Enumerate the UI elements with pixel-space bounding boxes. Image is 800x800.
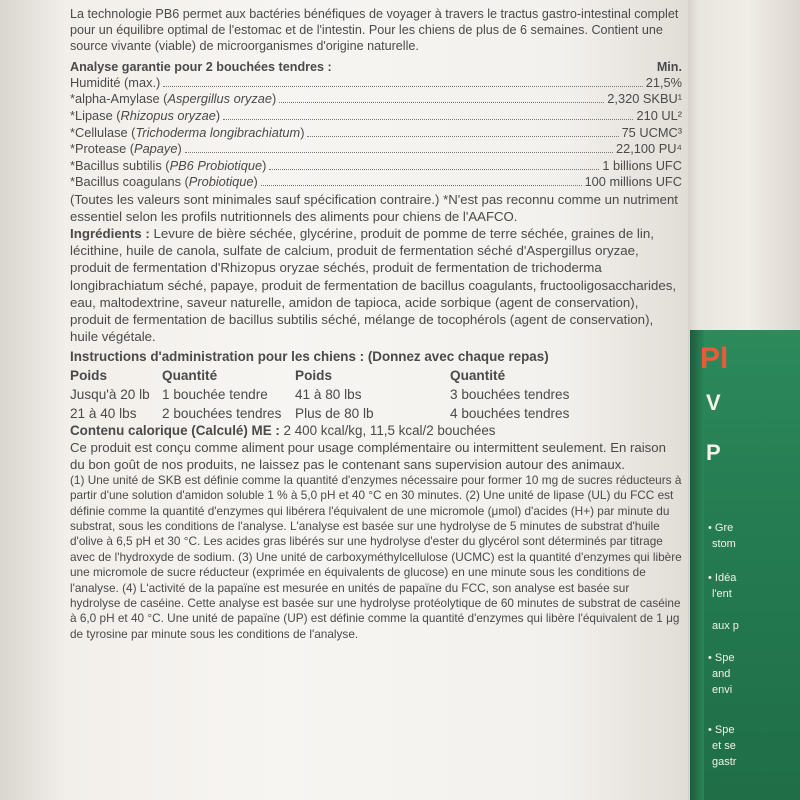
calorie-label: Contenu calorique (Calculé) ME : — [70, 422, 280, 438]
instructions-title: Instructions d'administration pour les chiens : (Donnez avec chaque repas) — [70, 349, 549, 365]
calorie-content — [70, 423, 682, 439]
analysis-row-label-close: ) — [262, 157, 267, 173]
analysis-row-value: 22,100 PU⁴ — [616, 141, 682, 157]
leader-dots — [163, 86, 642, 87]
panel-edge-stripe — [690, 330, 704, 800]
panel-fragment: V — [706, 390, 721, 415]
analysis-row-label-close: ) — [300, 124, 305, 140]
analysis-row — [70, 108, 682, 125]
label-text-column — [70, 6, 682, 642]
dosage-header-weight: Poids — [70, 367, 108, 383]
analysis-row-label — [70, 91, 276, 108]
panel-fragment: and — [712, 668, 731, 680]
panel-fragment: l'ent — [712, 588, 732, 600]
analysis-row-label-text: *Protease ( — [70, 141, 135, 157]
analysis-min-label: Min. — [656, 59, 682, 74]
analysis-row — [70, 174, 682, 191]
usage-statement: Ce produit est conçu comme aliment pour usage complémentaire ou intermittent seulement. En raison du bon goût de nos produits, ne laissez pas le contenant sans supervision autour des animaux. — [70, 439, 666, 472]
panel-fragment: • Idéa — [708, 572, 737, 584]
analysis-row-label — [70, 158, 266, 175]
analysis-row-label — [70, 125, 304, 142]
panel-fragment: • Spe — [708, 652, 735, 664]
leader-dots — [279, 102, 604, 103]
dosage-header-quantity: Quantité — [450, 367, 506, 383]
analysis-row-label-italic: Aspergillus oryzae — [167, 91, 273, 107]
ingredients-paragraph — [70, 225, 682, 345]
footnotes: (1) Une unité de SKB est définie comme la quantité d'enzymes nécessaire pour former 10 mg de sucres réducteurs à partir d'une solution d'amidon soluble 1 % à 5,0 pH et 40 °C en 30 minutes. (2) Une unité de lipase (UL) du FCC est définie comme la quantité d'enzymes qui libérera l'équivalent de une micromole (μmol) d'acides (H+) par minute du substrat, sous les conditions de l'analyse. L'analyse est basée sur une hydrolyse de 5 minutes de substrat d'huile d'olive à 6,5 pH et 30 °C. Les acides gras libérés sur une hydrolyse d'ester du glycérol sont déterminés par titrage avec de l'hydroxyde de sodium. (3) Une unité de carboxyméthylcellulose (UCMC) est la quantité d'enzymes qui libère une micromole de sucre réducteur (exprimée en équivalents de glucose) en une minute sous les conditions de l'analyse. (4) L'activité de la papaïne est mesurée en unités de papaïne du FCC, son analyse est basée sur hydrolyse de caséine. Cette analyse est basée sur une hydrolyse protéolytique de 60 minutes de substrat de caséine à 6,0 pH et 40 °C. Une unité de papaïne (UP) est définie comme la quantité d'enzymes qui libère l'équivalent de 1 μg de tyrosine par minute sous les conditions de l'analyse. — [70, 472, 682, 641]
analysis-row-label — [70, 75, 160, 92]
leader-dots — [269, 169, 599, 170]
calorie-value: 2 400 kcal/kg, 11,5 kcal/2 bouchées — [283, 422, 496, 438]
analysis-row-label-text: *Cellulase ( — [70, 124, 136, 140]
dosage-header-quantity: Quantité — [162, 367, 218, 383]
dosage-weight: 41 à 80 lbs — [295, 386, 362, 402]
analysis-row-label-text: Humidité (max.) — [70, 74, 161, 90]
analysis-row-value: 21,5% — [645, 74, 682, 90]
analysis-row-value: 75 UCMC³ — [621, 124, 682, 140]
panel-fragment: • Spe — [708, 724, 735, 736]
leader-dots — [185, 152, 613, 153]
dosage-weight: Plus de 80 lb — [295, 405, 374, 421]
ingredients-text: Levure de bière séchée, glycérine, produit de pomme de terre séchée, graines de lin, lécithine, huile de canola, sulfate de calcium, produit de fermentation séché d'Aspergillus oryzae, produit de fermentation d'Rhizopus oryzae séchés, produit de fermentation de trichoderma longibrachiatum séché, papaye, produit de fermentation de bacillus coagulants, fructooligosaccharides, eau, maltodextrine, saveur naturelle, amidon de tapioca, acide sorbique (agent de conservation), produit de fermentation de bacillus subtilis séché, mélange de tocophérols (agent de conservation), huile végétale. — [70, 225, 677, 345]
analysis-row-label — [70, 141, 182, 158]
dosage-quantity: 4 bouchées tendres — [450, 405, 570, 421]
analysis-row-label-close: ) — [177, 141, 182, 157]
analysis-row-value: 2,320 SKBU¹ — [607, 91, 682, 107]
ingredients-label: Ingrédients : — [70, 225, 150, 241]
feeding-instructions — [70, 349, 682, 422]
analysis-note: (Toutes les valeurs sont minimales sauf spécification contraire.) *N'est pas reconnu comme un nutriment essentiel selon les profils nutritionnels des aliments pour chiens de l'AAFCO. — [70, 191, 678, 224]
dosage-quantity: 3 bouchées tendres — [450, 386, 570, 402]
dosage-weight: 21 à 40 lbs — [70, 405, 137, 421]
dosage-header-weight: Poids — [295, 367, 333, 383]
analysis-row-value: 1 billions UFC — [602, 157, 682, 173]
panel-fragment: envi — [712, 684, 733, 696]
analysis-row-label-italic: Rhizopus oryzae — [120, 108, 216, 123]
analysis-row-label-italic: Probiotique — [188, 174, 254, 190]
panel-fragment: et se — [712, 740, 736, 752]
analysis-row-value: 100 millions UFC — [584, 174, 682, 190]
analysis-row-label-text: *Lipase ( — [70, 108, 121, 123]
dosage-quantity: 1 bouchée tendre — [162, 386, 268, 402]
analysis-row-value: 210 UL² — [636, 108, 682, 123]
analysis-row-label-close: ) — [253, 174, 258, 190]
panel-fragment: stom — [712, 538, 736, 550]
analysis-row-label-italic: Papaye — [134, 141, 178, 157]
analysis-row — [70, 158, 682, 175]
analysis-row — [70, 141, 682, 158]
dosage-quantity: 2 bouchées tendres — [162, 405, 282, 421]
analysis-row-label-text: *Bacillus coagulans ( — [70, 174, 189, 190]
guaranteed-analysis — [70, 59, 682, 225]
analysis-row-label-text: *alpha-Amylase ( — [70, 91, 168, 107]
side-green-panel — [690, 330, 800, 800]
panel-fragment: gastr — [712, 756, 737, 768]
analysis-row-label-italic: Trichoderma longibrachiatum — [135, 124, 301, 140]
intro-paragraph: La technologie PB6 permet aux bactéries bénéfiques de voyager à travers le tractus gastro-intestinal complet pour un équilibre optimal de l'estomac et de l'intestin. Pour les chiens de plus de 6 semaines. Contient une source vivante (viable) de microorganismes d'origine naturelle. — [70, 7, 679, 54]
panel-fragment: aux p — [712, 620, 739, 632]
analysis-row-label-italic: PB6 Probiotique — [169, 157, 263, 173]
analysis-row-label-close: ) — [272, 91, 277, 107]
leader-dots — [223, 119, 633, 120]
analysis-title: Analyse garantie pour 2 bouchées tendres : — [70, 59, 332, 74]
panel-title-fragment: Pl — [700, 342, 729, 375]
analysis-row — [70, 125, 682, 142]
dosage-weight: Jusqu'à 20 lb — [70, 386, 150, 402]
analysis-row-label-text: *Bacillus subtilis ( — [70, 157, 170, 173]
panel-fragment: P — [706, 440, 721, 465]
analysis-row — [70, 91, 682, 108]
leader-dots — [261, 185, 582, 186]
analysis-header — [70, 59, 682, 75]
analysis-row — [70, 75, 682, 92]
leader-dots — [307, 136, 618, 137]
panel-fragment: • Gre — [708, 522, 734, 534]
analysis-rows — [70, 75, 682, 191]
dosage-table — [70, 366, 682, 423]
analysis-row-label — [70, 108, 220, 125]
analysis-row-label-close: ) — [215, 108, 221, 123]
analysis-row-label — [70, 174, 258, 191]
